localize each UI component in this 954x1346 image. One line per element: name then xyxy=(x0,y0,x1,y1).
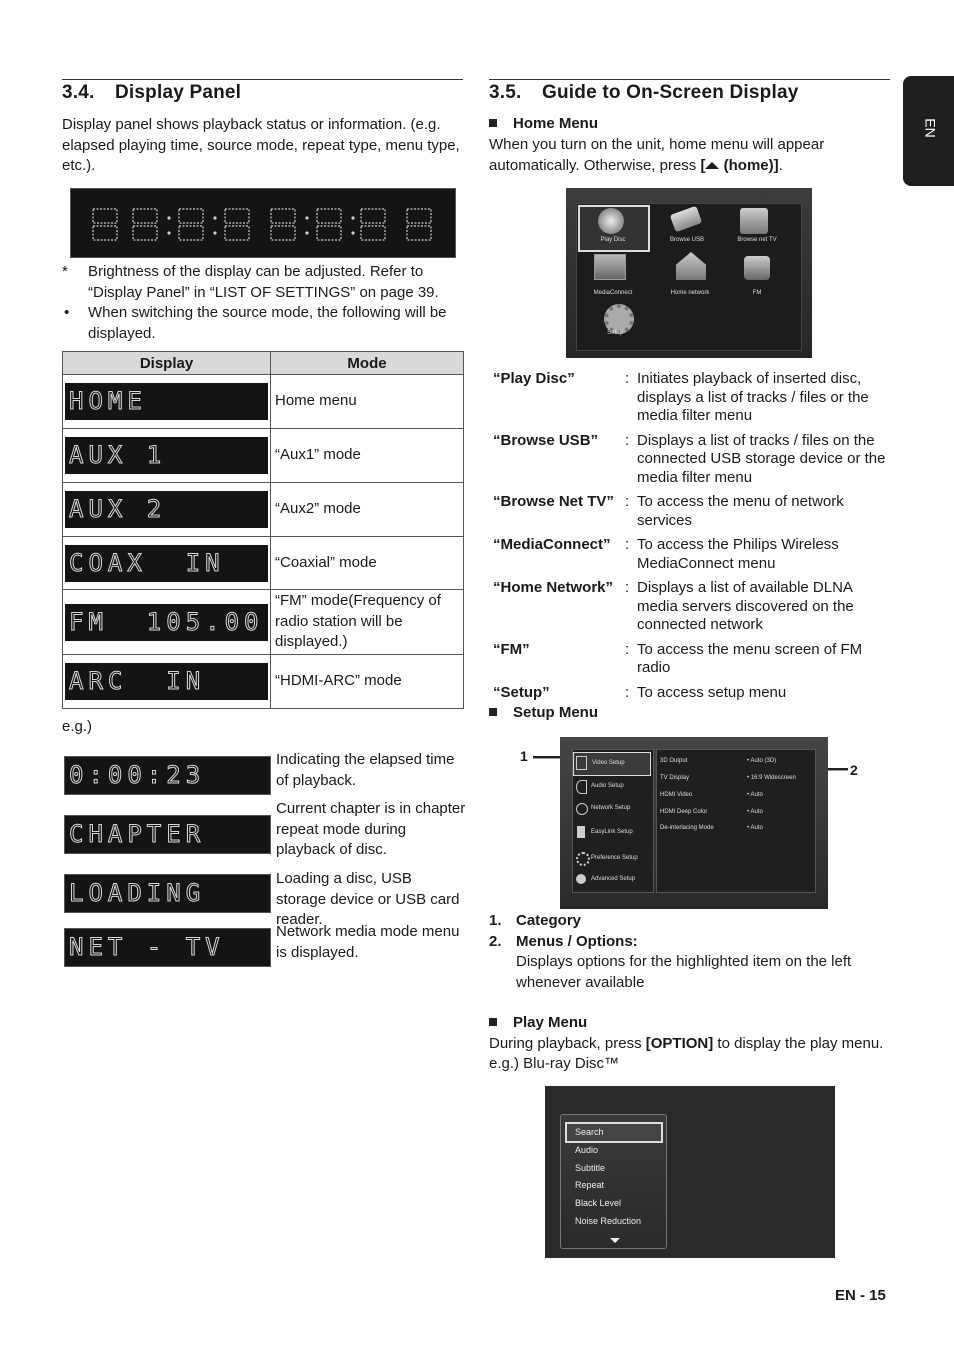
mode-label: “Aux2” mode xyxy=(271,483,464,537)
easylink-icon xyxy=(577,826,585,838)
play-item-subtitle[interactable]: Subtitle xyxy=(575,1163,606,1173)
example-chapter-text: Current chapter is in chapter repeat mode during playback of disc. xyxy=(276,800,466,858)
definition-row: “FM” : To access the menu screen of FM radio xyxy=(493,640,863,676)
lcd-text: FM 105.00 xyxy=(69,607,264,636)
lcd-text: HOME xyxy=(69,387,147,415)
lcd-text: AUX 2 xyxy=(69,495,167,523)
table-row xyxy=(63,375,464,429)
mode-label: Home menu xyxy=(271,375,464,429)
definition-row: “Browse USB” : Displays a list of tracks / files on the connected USB storage device or the media filter menu xyxy=(493,431,886,486)
lcd-home xyxy=(65,383,268,420)
header-display: Display xyxy=(63,352,271,375)
play-menu-screenshot xyxy=(545,1086,835,1258)
lcd-elapsed-time xyxy=(64,756,271,795)
option-value: • Auto (3D) xyxy=(747,758,777,764)
mode-label: “Aux1” mode xyxy=(271,429,464,483)
category-network-setup[interactable]: Network Setup xyxy=(591,805,631,811)
bullet-mark: • xyxy=(64,304,70,321)
table-row xyxy=(63,590,464,655)
lcd-text: 0:00:23 xyxy=(69,761,206,789)
audio-icon xyxy=(576,780,587,794)
definition-row: “MediaConnect” : To access the Philips Wireless MediaConnect menu xyxy=(493,536,839,572)
lcd-text: NET - TV xyxy=(69,933,225,961)
tile-label-fm: FM xyxy=(752,290,762,296)
source-mode-bullet xyxy=(62,303,464,344)
option-3d-output[interactable]: 3D Output xyxy=(660,758,688,764)
lcd-aux1 xyxy=(65,437,268,474)
table-row xyxy=(63,483,464,537)
option-hdmi-deep-color[interactable]: HDMI Deep Color xyxy=(660,809,708,815)
display-panel-intro: Display panel shows playback status or information. (e.g. elapsed playing time, source mode, repeat type, menu type, etc.). xyxy=(62,116,460,174)
square-bullet-icon xyxy=(489,708,497,716)
lcd-coax xyxy=(65,545,268,582)
lcd-text: COAX IN xyxy=(69,548,225,577)
category-easylink-setup[interactable]: EasyLink Setup xyxy=(591,829,633,835)
brightness-note xyxy=(62,262,464,303)
section-heading-display-panel xyxy=(62,82,241,104)
note-asterisk: * xyxy=(62,263,68,280)
lcd-chapter xyxy=(64,815,271,854)
lcd-text: AUX 1 xyxy=(69,441,167,469)
square-bullet-icon xyxy=(489,1018,497,1026)
language-tab-label: EN xyxy=(922,118,939,138)
table-row xyxy=(63,429,464,483)
setup-list-item-1: 1. Category xyxy=(489,912,582,929)
table-row xyxy=(63,537,464,590)
option-button-ref: [OPTION] xyxy=(645,1035,714,1052)
lcd-text: LOADING xyxy=(69,879,206,907)
play-menu-example: e.g.) Blu-ray Disc™ xyxy=(489,1055,620,1072)
definition-row: “Setup” : To access setup menu xyxy=(493,683,787,701)
callout-2: 2 xyxy=(850,762,858,778)
definition-row: “Home Network” : Displays a list of available DLNA media servers discovered on the connected network xyxy=(493,579,854,633)
section-heading-osd xyxy=(489,82,798,104)
preference-gear-icon xyxy=(576,852,590,866)
example-loading-text: Loading a disc, USB storage device or USB card reader. xyxy=(276,870,460,928)
section-number: 3.5. xyxy=(489,82,522,103)
section-number: 3.4. xyxy=(62,82,95,103)
play-item-noise-reduction[interactable]: Noise Reduction xyxy=(575,1216,642,1226)
disc-icon xyxy=(598,208,624,234)
play-item-search[interactable]: Search xyxy=(575,1127,604,1137)
lcd-text: ARC IN xyxy=(69,667,206,695)
home-icon xyxy=(705,162,719,169)
fm-radio-icon xyxy=(744,256,770,280)
lcd-text: CHAPTER xyxy=(69,820,206,848)
tile-label-browse-usb: Browse USB xyxy=(669,237,704,243)
category-panel xyxy=(572,749,654,893)
option-hdmi-video[interactable]: HDMI Video xyxy=(660,792,693,798)
option-tv-display[interactable]: TV Display xyxy=(660,775,690,781)
net-tv-icon xyxy=(740,208,768,234)
lcd-loading xyxy=(64,874,271,913)
category-audio-setup[interactable]: Audio Setup xyxy=(591,783,624,789)
mediaconnect-icon xyxy=(594,254,626,280)
play-item-black-level[interactable]: Black Level xyxy=(575,1198,622,1208)
home-menu-screenshot xyxy=(566,188,812,358)
home-menu-heading: Home Menu xyxy=(489,115,598,132)
tile-label-play-disc: Play Disc xyxy=(600,237,626,243)
page-number: EN - 15 xyxy=(835,1287,886,1304)
video-icon xyxy=(576,756,587,770)
tile-label-mediaconnect: MediaConnect xyxy=(593,290,633,296)
lcd-arc xyxy=(65,663,268,700)
home-menu-definitions xyxy=(489,370,891,708)
setup-list-item-2: 2. Menus / Options: xyxy=(489,933,638,950)
options-description: Displays options for the highlighted item on the left whenever available xyxy=(516,953,852,991)
scroll-down-arrow-icon[interactable] xyxy=(610,1238,620,1243)
lcd-fm xyxy=(65,604,268,641)
play-menu-text: During playback, press [OPTION] to display the play menu. xyxy=(489,1035,884,1052)
option-value: • 16:9 Widescreen xyxy=(747,775,796,781)
mode-label: “FM” mode(Frequency of radio station will be displayed.) xyxy=(271,590,464,655)
category-video-setup[interactable]: Video Setup xyxy=(573,752,651,776)
example-nettv-text: Network media mode menu is displayed. xyxy=(276,923,460,961)
lcd-net-tv xyxy=(64,928,271,967)
language-tab xyxy=(903,76,954,186)
play-menu-heading: Play Menu xyxy=(489,1014,587,1031)
lcd-segments-graphic xyxy=(71,189,455,257)
mode-label: “Coaxial” mode xyxy=(271,537,464,590)
mode-label: “HDMI-ARC” mode xyxy=(271,655,464,709)
setup-menu-heading: Setup Menu xyxy=(489,704,598,721)
tile-label-browse-net-tv: Browse net TV xyxy=(737,237,777,243)
header-mode: Mode xyxy=(271,352,464,375)
option-value: • Auto xyxy=(747,809,763,815)
bullet-text: When switching the source mode, the following will be displayed. xyxy=(88,304,447,342)
play-item-audio[interactable]: Audio xyxy=(575,1145,599,1155)
tile-label-home-network: Home network xyxy=(670,290,710,296)
section-title: Display Panel xyxy=(115,82,242,103)
section-title: Guide to On-Screen Display xyxy=(542,82,799,103)
category-preference-setup[interactable]: Preference Setup xyxy=(591,855,638,861)
callout-1: 1 xyxy=(520,748,528,764)
display-panel-image xyxy=(70,188,456,258)
option-deinterlacing-mode[interactable]: De-interlacing Mode xyxy=(660,825,714,831)
category-advanced-setup[interactable]: Advanced Setup xyxy=(591,876,636,882)
setup-menu-screenshot xyxy=(560,737,828,909)
square-bullet-icon xyxy=(489,119,497,127)
play-item-repeat[interactable]: Repeat xyxy=(575,1180,605,1190)
home-button-ref: [ (home)] xyxy=(700,156,779,174)
network-icon xyxy=(576,803,588,815)
options-panel xyxy=(656,749,816,893)
example-elapsed-text: Indicating the elapsed time of playback. xyxy=(276,751,455,789)
mode-table xyxy=(62,351,464,709)
eg-label: e.g.) xyxy=(62,718,93,735)
lcd-aux2 xyxy=(65,491,268,528)
table-row xyxy=(63,655,464,709)
home-menu-text: When you turn on the unit, home menu will appear automatically. Otherwise, press [ (home)]. xyxy=(489,136,825,174)
tile-label-setup: Setup xyxy=(607,330,623,336)
definition-row: “Browse Net TV” : To access the menu of network services xyxy=(493,493,844,529)
note-text: Brightness of the display can be adjusted. Refer to “Display Panel” in “LIST OF SETTINGS” on page 39. xyxy=(88,263,439,301)
advanced-icon xyxy=(576,874,586,884)
definition-row: “Play Disc” : Initiates playback of inserted disc, displays a list of tracks / files or the media filter menu xyxy=(493,370,869,424)
option-value: • Auto xyxy=(747,792,763,798)
option-value: • Auto xyxy=(747,825,763,831)
mode-table-header xyxy=(63,352,464,375)
